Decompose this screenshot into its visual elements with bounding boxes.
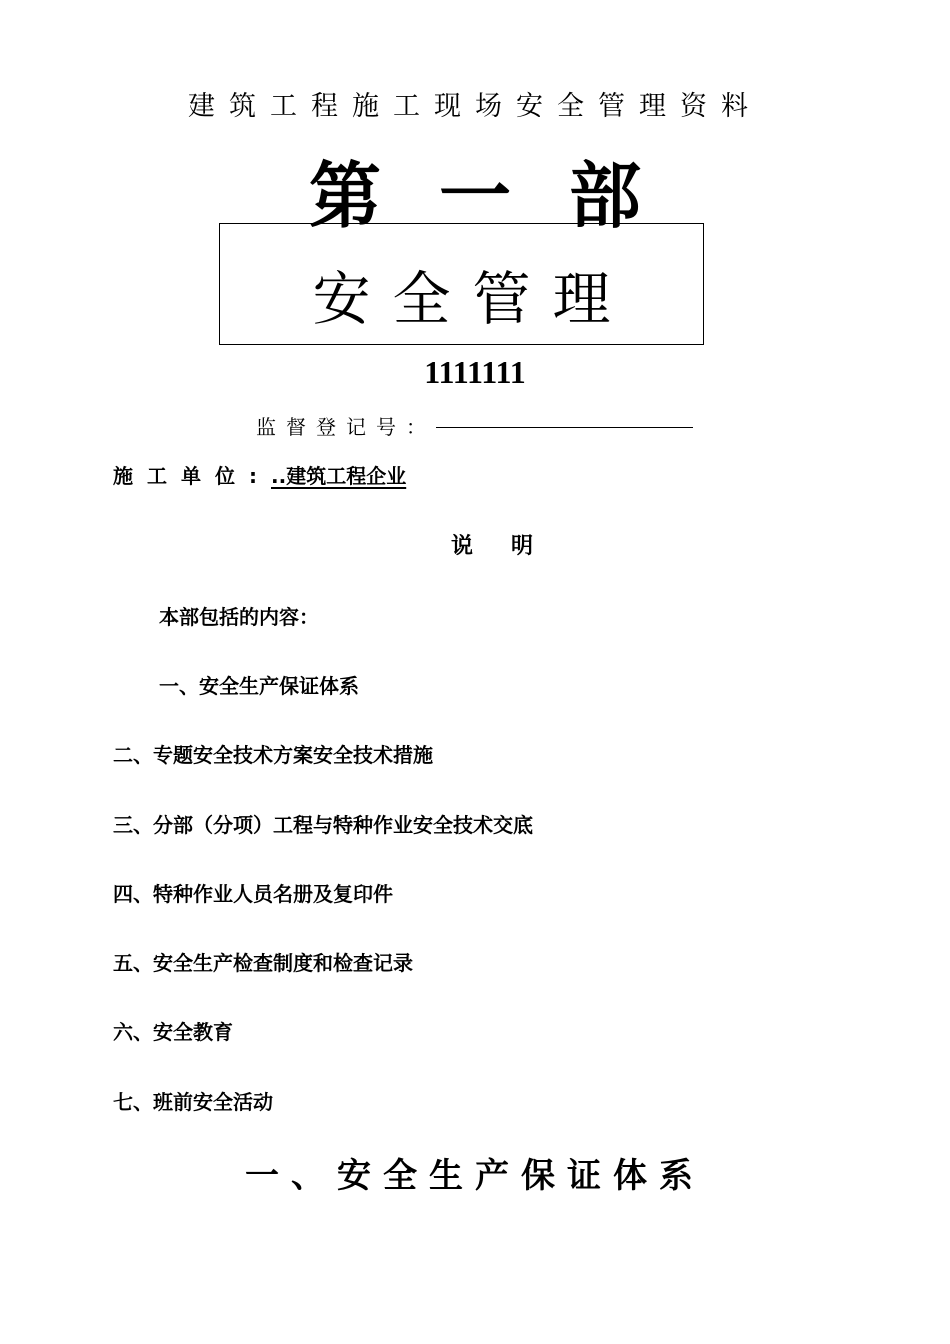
document-title: 建筑工程施工现场安全管理资料: [188, 91, 762, 122]
description-intro: 本部包括的内容：: [159, 605, 319, 629]
list-item: 三、分部（分项）工程与特种作业安全技术交底: [113, 813, 533, 837]
construction-unit: [113, 460, 406, 489]
list-item: 五、安全生产检查制度和检查记录: [113, 951, 413, 975]
list-item: 二、专题安全技术方案安全技术措施: [113, 743, 433, 767]
list-item: 四、特种作业人员名册及复印件: [113, 882, 393, 906]
box-title: 安全管理: [312, 265, 633, 333]
list-item: 六、安全教育: [113, 1020, 233, 1044]
document-code: 1111111: [424, 354, 526, 390]
registration-blank-line: [436, 427, 693, 428]
registration-label: 监督登记号：: [256, 415, 436, 439]
part-title: 第一部: [308, 153, 699, 238]
list-item: 一、安全生产保证体系: [159, 674, 359, 698]
section-heading: 一、安全生产保证体系: [245, 1156, 705, 1196]
title-box: [219, 223, 704, 345]
construction-unit-label: 施工单位:: [113, 464, 271, 488]
list-item: 七、班前安全活动: [113, 1090, 273, 1114]
construction-unit-value: ..建筑工程企业: [271, 464, 407, 488]
description-heading: 说明: [451, 534, 572, 559]
